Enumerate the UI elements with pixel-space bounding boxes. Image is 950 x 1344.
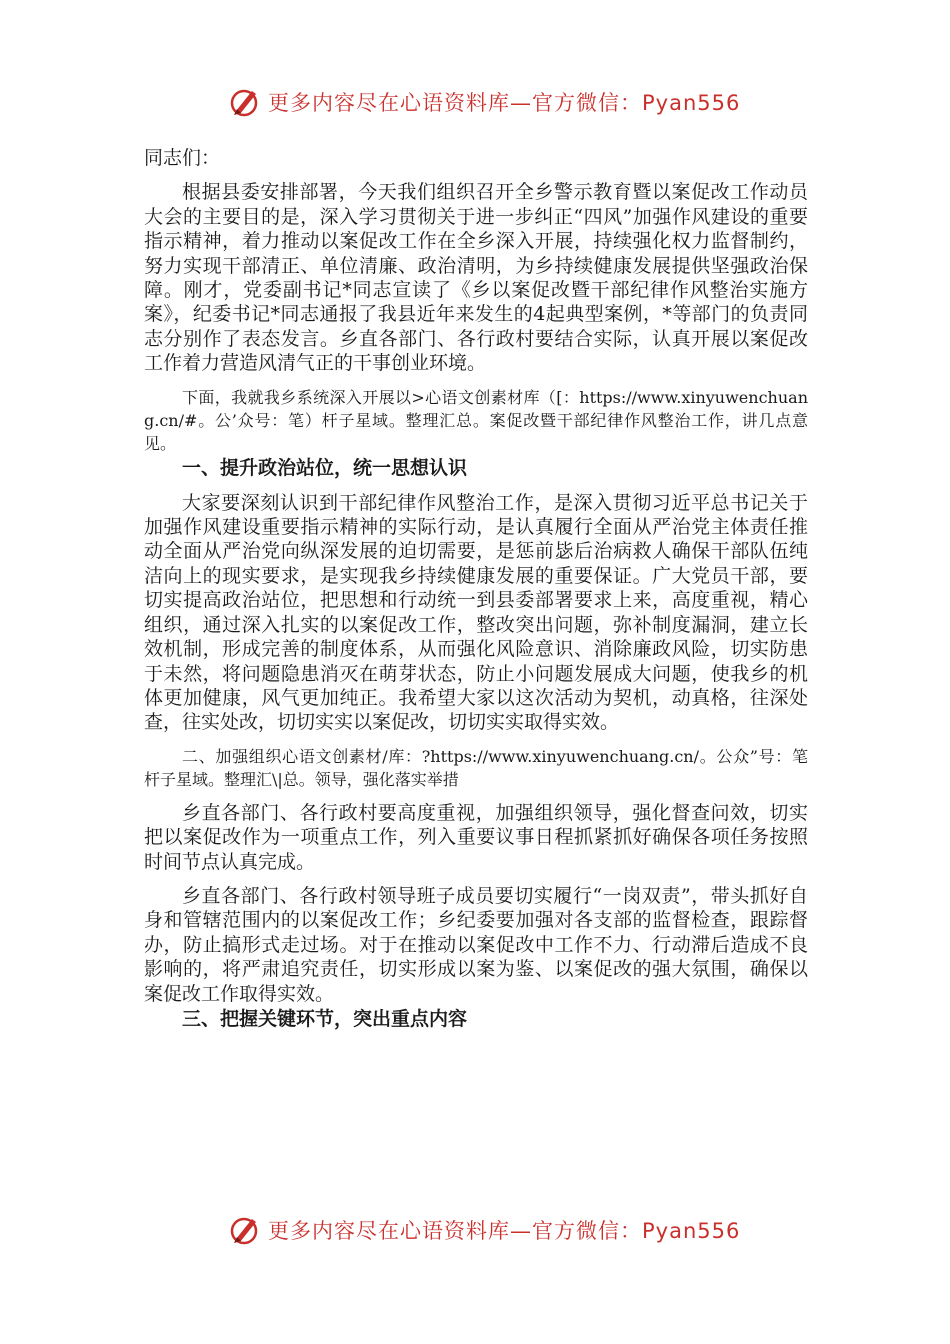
paragraph-1: 根据县委安排部署，今天我们组织召开全乡警示教育暨以案促改工作动员大会的主要目的是，深入学习贯彻关于进一步纠正“四风”加强作风建设的重要指示精神，着力推动以案促改工作在全乡深入开展，持续强化权力监督制约，努力实现干部清正、单位清廉、政治清明，为乡持续健康发展提供坚强政治保障。刚才，党委副书记*同志宣读了《乡以案促改暨干部纪律作风整治实施方案》，纪委书记*同志通报了我县近年来发生的4起典型案例，*等部门的负责同志分别作了表态发言。乡直各部门、各行政村要结合实际，认真开展以案促改工作着力营造风清气正的干事创业环境。 (144, 181, 808, 375)
section-heading-2: 二、加强组织心语文创素材/库：?https://www.xinyuwenchuang.cn/。公众”号：笔杆子星域。整理汇\|总。领导，强化落实举措 (144, 746, 808, 789)
pen-logo-icon (228, 85, 262, 119)
pen-logo-icon (228, 1213, 262, 1247)
paragraph-4: 乡直各部门、各行政村要高度重视，加强组织领导，强化督查问效，切实把以案促改作为一项重点工作，列入重要议事日程抓紧抓好确保各项任务按照时间节点认真完成。 (144, 801, 808, 873)
header-banner-text: 更多内容尽在心语资料库—官方微信：Pyan556 (268, 91, 741, 115)
document-body (144, 146, 808, 1032)
section-heading-3: 三、把握关键环节，突出重点内容 (182, 1007, 468, 1030)
paragraph-5: 乡直各部门、各行政村领导班子成员要切实履行“一岗双责”，带头抓好自身和管辖范围内的以案促改工作；乡纪委要加强对各支部的监督检查，跟踪督办，防止搞形式走过场。对于在推动以案促改中工作不力、行动滞后造成不良影响的，将严肃追究责任，切实形成以案为鉴、以案促改的强大氛围，确保以案促改工作取得实效。 (144, 884, 808, 1005)
salutation: 同志们： (144, 147, 221, 169)
footer-banner-text: 更多内容尽在心语资料库—官方微信：Pyan556 (268, 1219, 741, 1243)
paragraph-2: 下面，我就我乡系统深入开展以>心语文创素材库（[：https://www.xinyuwenchuang.cn/#。公’众号：笔）杆子星域。整理汇总。案促改暨干部纪律作风整治工作，讲几点意见。 (144, 387, 808, 453)
footer-banner (228, 1210, 748, 1250)
header-banner (228, 82, 748, 122)
section-heading-1: 一、提升政治站位，统一思想认识 (182, 456, 468, 479)
paragraph-3: 大家要深刻认识到干部纪律作风整治工作，是深入贯彻习近平总书记关于加强作风建设重要指示精神的实际行动，是认真履行全面从严治党主体责任推动全面从严治党向纵深发展的迫切需要，是惩前毖后治病救人确保干部队伍纯洁向上的现实要求，是实现我乡持续健康发展的重要保证。广大党员干部，要切实提高政治站位，把思想和行动统一到县委部署要求上来，高度重视，精心组织，通过深入扎实的以案促改工作，整改突出问题，弥补制度漏洞，建立长效机制，形成完善的制度体系，从而强化风险意识、消除廉政风险，切实防患于未然，将问题隐患消灭在萌芽状态，防止小问题发展成大问题，使我乡的机体更加健康，风气更加纯正。我希望大家以这次活动为契机，动真格，往深处查，往实处改，切切实实以案促改，切切实实取得实效。 (144, 491, 808, 734)
